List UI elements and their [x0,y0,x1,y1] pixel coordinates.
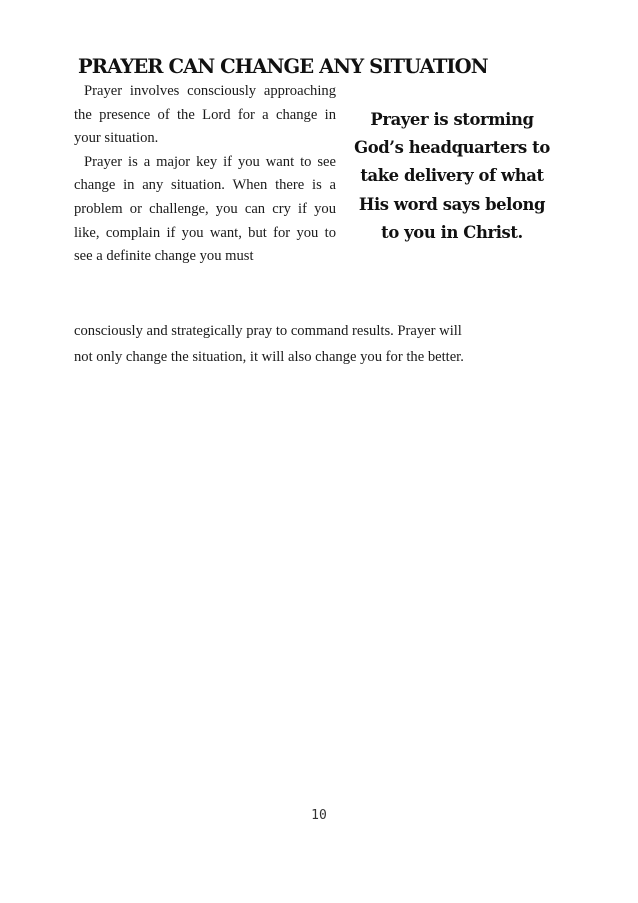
page-title: PRAYER CAN CHANGE ANY SITUATION [78,55,488,78]
left-column-text [74,80,336,269]
page-number: 10 [311,808,327,823]
pull-quote: Prayer is storming God’s headquarters to take delivery of what His word says belong to you in Christ. [354,110,550,242]
text-line: consciously and strategically pray to command results. Prayer will [74,323,462,339]
text-line: not only change the situation, it will also change you for the better. [74,349,464,365]
full-width-text [74,318,574,370]
body-paragraph: Prayer is a major key if you want to see change in any situation. When there is a problem or challenge, you can cry if you like, complain if you want, but for you to see a definite change you must [74,153,336,265]
body-paragraph: Prayer involves consciously approaching the presence of the Lord for a change in your situation. [74,83,336,147]
